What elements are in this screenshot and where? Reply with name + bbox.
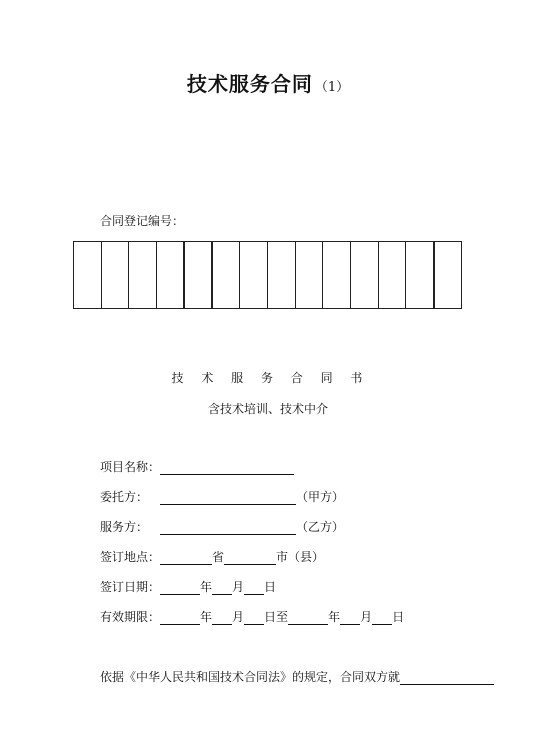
end-year-field[interactable] xyxy=(288,610,328,625)
registration-number-grid xyxy=(73,241,462,309)
reg-box[interactable] xyxy=(378,242,406,309)
reg-box[interactable] xyxy=(212,242,240,309)
reg-box[interactable] xyxy=(184,242,212,309)
title-main: 技术服务合同 xyxy=(186,72,313,96)
signing-place-row xyxy=(100,548,324,565)
start-month-field[interactable] xyxy=(212,610,232,625)
provider-label: 服务方： xyxy=(100,520,149,534)
month-label: 月 xyxy=(232,580,245,594)
reg-box[interactable] xyxy=(351,242,379,309)
province-label: 省 xyxy=(212,550,225,564)
month-label: 月 xyxy=(360,610,373,624)
client-field[interactable] xyxy=(160,490,296,505)
city-label: 市（县） xyxy=(276,550,325,564)
client-role: （甲方） xyxy=(296,490,345,504)
registration-number-label: 合同登记编号： xyxy=(100,214,185,228)
legal-basis-row xyxy=(100,668,494,685)
year-label: 年 xyxy=(328,610,341,624)
project-name-field[interactable] xyxy=(160,460,294,475)
contract-book-title: 技 术 服 务 合 同 书 xyxy=(171,371,365,385)
title-suffix: （1） xyxy=(314,80,350,95)
day-label: 日 xyxy=(264,580,277,594)
validity-label: 有效期限： xyxy=(100,610,161,624)
month-label: 月 xyxy=(232,610,245,624)
signing-date-label: 签订日期： xyxy=(100,580,161,594)
provider-row xyxy=(100,518,344,535)
sign-day-field[interactable] xyxy=(244,580,264,595)
document-title xyxy=(0,68,536,97)
reg-box[interactable] xyxy=(129,242,157,309)
reg-box[interactable] xyxy=(434,242,462,309)
end-month-field[interactable] xyxy=(340,610,360,625)
year-label: 年 xyxy=(200,610,213,624)
city-field[interactable] xyxy=(224,550,276,565)
reg-box[interactable] xyxy=(101,242,129,309)
end-day-field[interactable] xyxy=(372,610,392,625)
reg-box[interactable] xyxy=(295,242,323,309)
reg-box[interactable] xyxy=(406,242,434,309)
legal-basis-text: 依据《中华人民共和国技术合同法》的规定，合同双方就 xyxy=(100,670,401,684)
reg-box[interactable] xyxy=(157,242,185,309)
project-name-row xyxy=(100,458,294,475)
provider-role: （乙方） xyxy=(296,520,345,534)
signing-place-label: 签订地点： xyxy=(100,550,161,564)
client-row xyxy=(100,488,344,505)
year-label: 年 xyxy=(200,580,213,594)
contract-book-subtitle: 含技术培训、技术中介 xyxy=(207,402,328,416)
sign-month-field[interactable] xyxy=(212,580,232,595)
province-field[interactable] xyxy=(160,550,212,565)
sign-year-field[interactable] xyxy=(160,580,200,595)
reg-box[interactable] xyxy=(240,242,268,309)
reg-box[interactable] xyxy=(267,242,295,309)
reg-box[interactable] xyxy=(74,242,102,309)
project-name-label: 项目名称： xyxy=(100,460,161,474)
subject-field[interactable] xyxy=(400,670,494,685)
provider-field[interactable] xyxy=(160,520,296,535)
day-label: 日 xyxy=(392,610,405,624)
client-label: 委托方： xyxy=(100,490,149,504)
reg-box[interactable] xyxy=(323,242,351,309)
signing-date-row xyxy=(100,578,276,595)
until-label: 日至 xyxy=(264,610,289,624)
start-year-field[interactable] xyxy=(160,610,200,625)
validity-row xyxy=(100,608,404,625)
start-day-field[interactable] xyxy=(244,610,264,625)
